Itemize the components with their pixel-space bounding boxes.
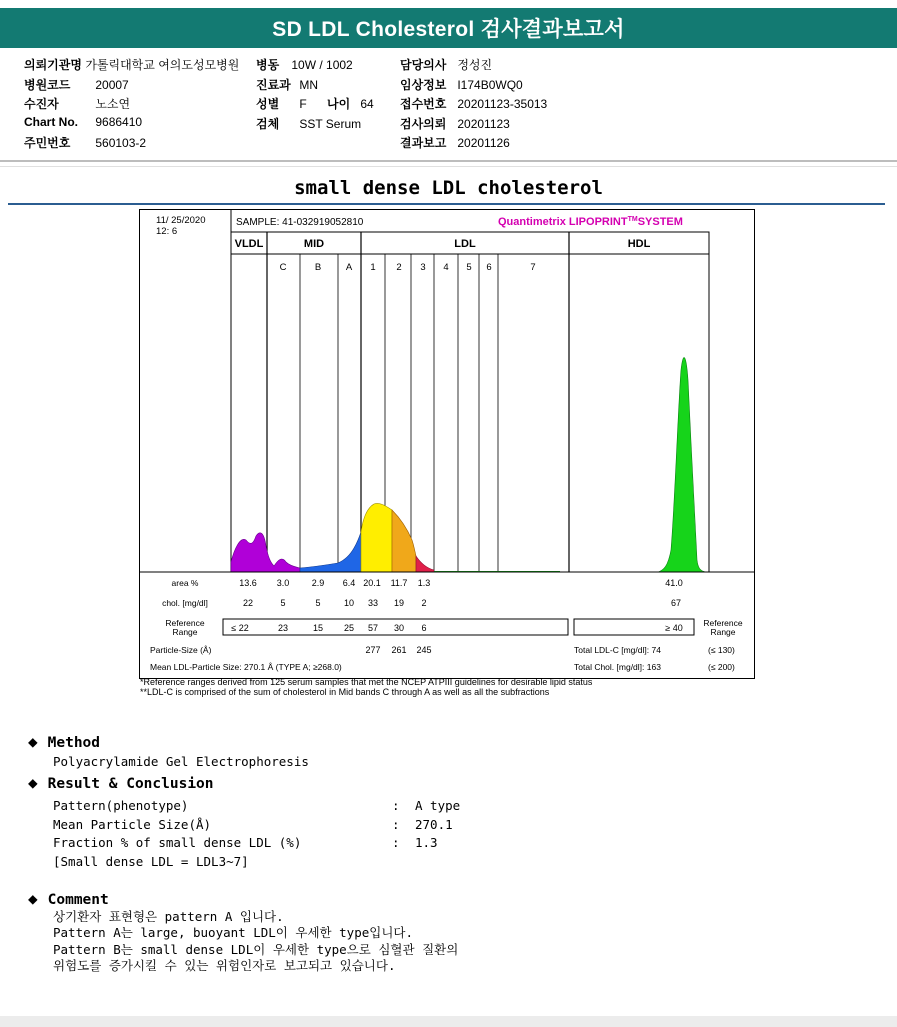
particle-size-label: Particle-Size (Å) — [150, 645, 212, 655]
report-title-banner — [0, 8, 897, 48]
subband-label: 1 — [370, 262, 376, 273]
result-value: 1.3 — [415, 835, 438, 850]
subband-label: C — [279, 262, 287, 273]
subband-label: 2 — [396, 262, 402, 273]
sample-id: SAMPLE: 41-032919052810 — [236, 217, 364, 228]
chart-no-value: 9686410 — [95, 115, 143, 129]
subband-label: 5 — [466, 262, 472, 273]
band-label-mid: MID — [303, 238, 325, 250]
ldl3-peak — [416, 556, 434, 572]
total-chol-ref: (≤ 200) — [708, 662, 735, 672]
report-date: 11/ 25/2020 — [156, 215, 206, 226]
diamond-bullet-icon: ◆ — [28, 889, 38, 908]
ref-value: ≤ 22 — [231, 623, 249, 633]
chol-value: 2 — [421, 598, 427, 608]
subband-label: 7 — [530, 262, 536, 273]
ref-label-right: Reference — [703, 618, 743, 628]
band-label-vldl: VLDL — [234, 238, 264, 250]
area-value: 1.3 — [417, 578, 431, 588]
accession-value: 20201123-35013 — [457, 97, 548, 111]
area-value: 20.1 — [363, 578, 381, 588]
ref-value: 15 — [312, 623, 324, 633]
doctor-value: 정성진 — [457, 58, 493, 72]
result-value: A type — [415, 798, 461, 813]
chol-value: 33 — [367, 598, 379, 608]
ref-label-right: Range — [710, 627, 736, 637]
total-ldl: Total LDL-C [mg/dl]: 74 — [574, 645, 661, 655]
chol-value: 22 — [242, 598, 254, 608]
ref-value-hdl: ≥ 40 — [665, 623, 683, 633]
title-underline — [8, 203, 885, 205]
subband-label: 4 — [443, 262, 449, 273]
ref-value: 6 — [421, 623, 427, 633]
row-label-ref: Range — [172, 627, 198, 637]
age-value: 64 — [360, 97, 374, 111]
total-chol: Total Chol. [mg/dl]: 163 — [574, 662, 661, 672]
comment-line: Pattern B는 small dense LDL이 우세한 type으로 심혈관 질환의 — [53, 942, 459, 957]
result-separator: : — [392, 798, 400, 813]
department-label: 진료과 — [256, 78, 291, 92]
chol-value: 10 — [343, 598, 355, 608]
ward-value: 10W / 1002 — [291, 58, 353, 72]
ward-label: 병동 — [256, 58, 280, 72]
band-label-ldl: LDL — [454, 238, 476, 250]
page-footer-bar — [0, 1016, 897, 1027]
area-value: 13.6 — [239, 578, 257, 588]
hdl-peak — [658, 358, 706, 572]
mid-peak — [300, 532, 361, 572]
ref-value: 57 — [367, 623, 379, 633]
report-title: SD LDL Cholesterol 검사결과보고서 — [272, 18, 625, 41]
result-label: Mean Particle Size(Å) — [53, 817, 212, 832]
hospital-code-value: 20007 — [95, 78, 129, 92]
divider — [0, 160, 897, 162]
ref-value: 30 — [393, 623, 405, 633]
hospital-code-label: 병원코드 — [24, 78, 71, 92]
ldl2-peak — [392, 510, 416, 572]
total-ldl-ref: (≤ 130) — [708, 645, 735, 655]
subband-label: 6 — [486, 262, 492, 273]
area-value-hdl: 41.0 — [665, 578, 683, 588]
area-value: 6.4 — [342, 578, 356, 588]
mean-ldl-size: Mean LDL-Particle Size: 270.1 Å (TYPE A; ≥268.0) — [150, 662, 342, 672]
result-label: Fraction % of small dense LDL (%) — [53, 835, 302, 850]
specimen-value: SST Serum — [299, 117, 362, 131]
footnotes — [140, 677, 592, 697]
subband-label: A — [345, 262, 353, 273]
institution-value: 가톨릭대학교 여의도성모병원 — [85, 58, 240, 72]
result-heading: ◆ Result & Conclusion — [28, 773, 214, 792]
department-value: MN — [299, 78, 319, 92]
specimen-label: 검체 — [256, 117, 280, 131]
comment-heading: ◆ Comment — [28, 889, 109, 908]
report-time: 12: 6 — [156, 226, 178, 237]
row-label-chol: chol. [mg/dl] — [162, 598, 208, 608]
patient-label: 수진자 — [24, 97, 59, 111]
sex-label: 성별 — [256, 97, 280, 111]
result-label: Pattern(phenotype) — [53, 798, 189, 813]
chol-value-hdl: 67 — [670, 598, 682, 608]
footnote: **LDL-C is comprised of the sum of cholesterol in Mid bands C through A as well as all the subfractions — [140, 687, 550, 697]
age-label: 나이 — [327, 97, 351, 111]
comment-line: 상기환자 표현형은 pattern A 입니다. — [53, 909, 284, 924]
vldl-peak — [231, 533, 300, 572]
request-date-value: 20201123 — [457, 117, 510, 131]
electrophoresis-chart — [140, 210, 754, 678]
sex-value: F — [299, 97, 307, 111]
plot-frame — [231, 232, 709, 572]
area-value: 11.7 — [390, 578, 408, 588]
method-text: Polyacrylamide Gel Electrophoresis — [53, 754, 309, 769]
accession-label: 접수번호 — [400, 97, 447, 111]
clinical-info-label: 임상정보 — [400, 78, 447, 92]
resident-no-value: 560103-2 — [95, 136, 147, 150]
ref-value: 23 — [277, 623, 289, 633]
chart-no-label: Chart No. — [24, 115, 78, 129]
subband-label: B — [314, 262, 322, 273]
lipoprint-report — [139, 209, 755, 679]
divider — [0, 166, 897, 167]
method-heading: ◆ Method — [28, 732, 101, 751]
result-note: [Small dense LDL = LDL3~7] — [53, 854, 249, 869]
chol-value: 5 — [280, 598, 286, 608]
particle-size: 261 — [391, 645, 407, 655]
request-date-label: 검사의뢰 — [400, 117, 447, 131]
resident-no-label: 주민번호 — [24, 136, 71, 150]
result-separator: : — [392, 835, 400, 850]
particle-size: 245 — [416, 645, 432, 655]
diamond-bullet-icon: ◆ — [28, 773, 38, 792]
row-label-ref: Reference — [165, 618, 205, 628]
diamond-bullet-icon: ◆ — [28, 732, 38, 751]
report-date-value: 20201126 — [457, 136, 510, 150]
subband-label: 3 — [420, 262, 426, 273]
institution-label: 의뢰기관명 — [24, 58, 82, 72]
result-value: 270.1 — [415, 817, 453, 832]
result-separator: : — [392, 817, 400, 832]
comment-line: 위험도를 증가시킬 수 있는 위험인자로 보고되고 있습니다. — [53, 958, 396, 973]
chol-value: 19 — [393, 598, 405, 608]
particle-size: 277 — [365, 645, 381, 655]
clinical-info-value: I174B0WQ0 — [457, 78, 523, 92]
ldl1-peak — [361, 503, 392, 572]
footnote: *Reference ranges derived from 125 serum samples that met the NCEP ATPIII guidelines for desirable lipid status — [140, 677, 593, 687]
area-value: 2.9 — [311, 578, 325, 588]
report-date-label: 결과보고 — [400, 136, 447, 150]
area-value: 3.0 — [276, 578, 290, 588]
comment-line: Pattern A는 large, buoyant LDL이 우세한 type입니다. — [53, 925, 413, 940]
row-label-area: area % — [171, 578, 199, 588]
brand-name: Quantimetrix LIPOPRINT™SYSTEM — [498, 216, 683, 228]
chol-value: 5 — [315, 598, 321, 608]
band-label-hdl: HDL — [627, 238, 651, 250]
section-title: small dense LDL cholesterol — [294, 177, 603, 199]
doctor-label: 담당의사 — [400, 58, 447, 72]
patient-value: 노소연 — [95, 97, 131, 111]
ref-value: 25 — [343, 623, 355, 633]
